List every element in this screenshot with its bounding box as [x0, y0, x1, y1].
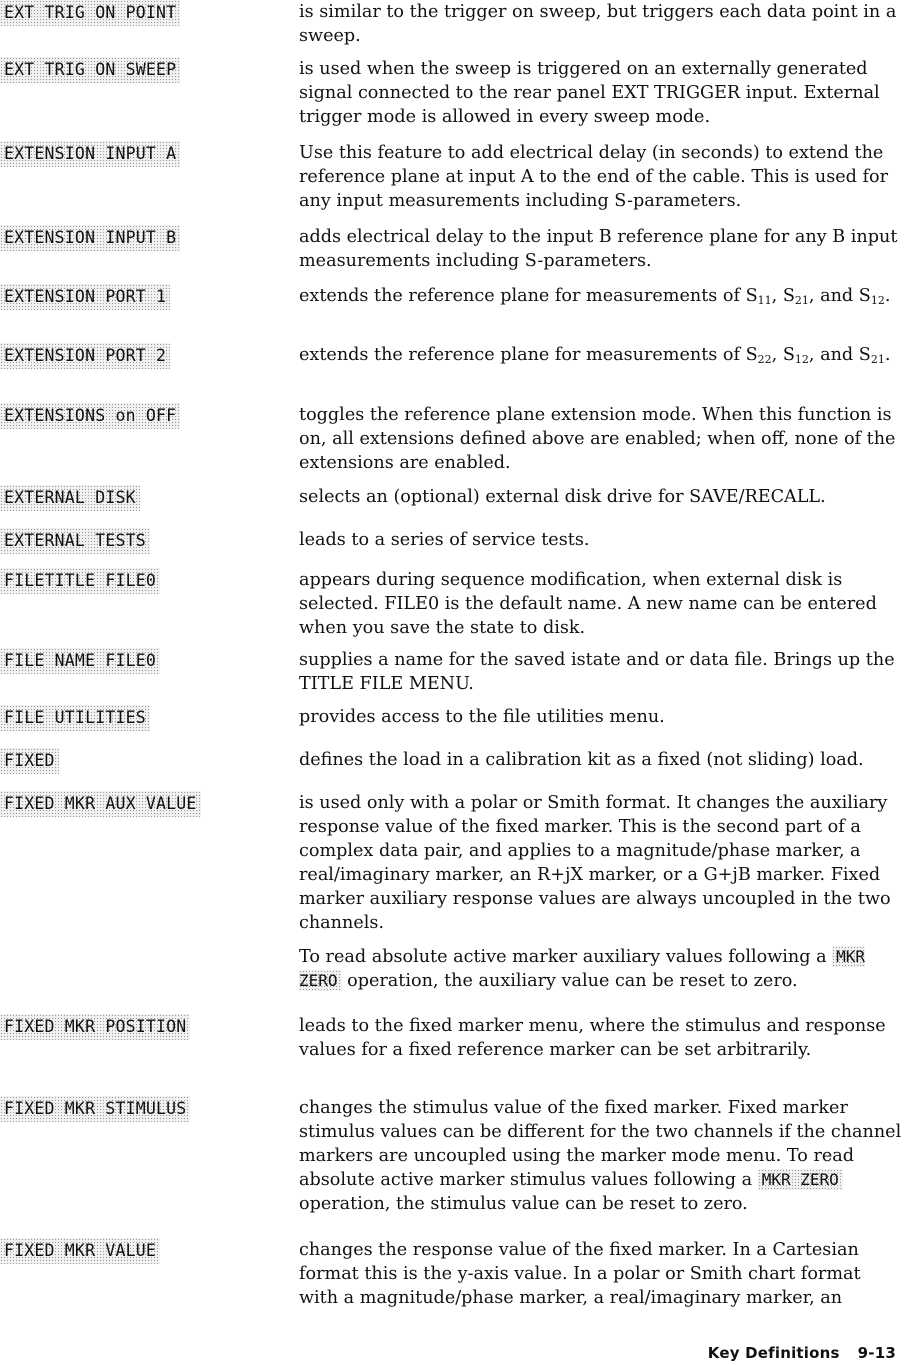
description: provides access to the file utilities menu.: [299, 707, 665, 727]
softkey-label: EXTENSIONS on OFF: [0, 403, 180, 429]
softkey-label: EXTENSION INPUT B: [0, 225, 180, 251]
softkey-label: FIXED: [0, 748, 59, 774]
description: defines the load in a calibration kit as a fixed (not sliding) load.: [299, 750, 864, 770]
softkey-label: EXTENSION INPUT A: [0, 141, 180, 167]
description: Use this feature to add electrical delay (in seconds) to extend the reference plane at input A to the end of the cable. This is used for any input measurements including S-parameters.: [299, 143, 889, 211]
description: extends the reference plane for measurements of $S_{11}$, $S_{21}$, and $S_{12}$.: [299, 286, 891, 307]
page-number: 9-13: [857, 1344, 896, 1362]
page-footer: [0, 1344, 896, 1362]
description: is similar to the trigger on sweep, but triggers each data point in a sweep.: [299, 2, 897, 46]
softkey-label: FILE UTILITIES: [0, 705, 150, 731]
description: toggles the reference plane extension mode. When this function is on, all extensions defined above are enabled; when off, none of the extensions are enabled.: [299, 405, 896, 473]
softkey-label: EXTENSION PORT 2: [0, 343, 170, 369]
softkey-label: FIXED MKR VALUE: [0, 1238, 160, 1264]
description: is used only with a polar or Smith format. It changes the auxiliary response value of the fixed marker. This is the second part of a complex data pair, and applies to a magnitude/phase marker, a real/imaginary marker, an R+jX marker, or a G+jB marker. Fixed marker auxiliary response values are always uncoupled in the two channels. To read absolute active marker auxiliary values following a MKR ZERO operation, the auxiliary value can be reset to zero.: [299, 793, 891, 991]
description: appears during sequence modification, when external disk is selected. FILE0 is the default name. A new name can be entered when you save the state to disk.: [299, 570, 877, 638]
softkey-label: FIXED MKR AUX VALUE: [0, 791, 201, 817]
description: adds electrical delay to the input B reference plane for any B input measurements including S-parameters.: [299, 227, 898, 271]
inline-softkey: MKR ZERO: [758, 1169, 843, 1190]
softkey-label: FIXED MKR STIMULUS: [0, 1096, 190, 1122]
softkey-label: FILE NAME FILE0: [0, 648, 160, 674]
softkey-label: EXTERNAL TESTS: [0, 528, 150, 554]
softkey-label: EXT TRIG ON POINT: [0, 0, 180, 26]
footer-title: Key Definitions: [707, 1344, 840, 1362]
description: leads to a series of service tests.: [299, 530, 590, 550]
description: leads to the fixed marker menu, where the stimulus and response values for a fixed reference marker can be set arbitrarily.: [299, 1016, 886, 1060]
softkey-label: EXTENSION PORT 1: [0, 284, 170, 310]
description: selects an (optional) external disk drive for SAVE/RECALL.: [299, 487, 826, 507]
description: extends the reference plane for measurements of $S_{22}$, $S_{12}$, and $S_{21}$.: [299, 345, 891, 366]
description: changes the response value of the fixed marker. In a Cartesian format this is the y-axis value. In a polar or Smith chart format with a magnitude/phase marker, a real/imaginary marker, an: [299, 1240, 861, 1308]
softkey-label: EXT TRIG ON SWEEP: [0, 57, 180, 83]
description: is used when the sweep is triggered on an externally generated signal connected to the rear panel EXT TRIGGER input. External trigger mode is allowed in every sweep mode.: [299, 59, 880, 127]
softkey-label: EXTERNAL DISK: [0, 485, 140, 511]
softkey-label: FIXED MKR POSITION: [0, 1014, 190, 1040]
inline-softkey: MKR ZERO: [299, 947, 866, 990]
description: supplies a name for the saved istate and or data file. Brings up the TITLE FILE MENU.: [299, 650, 895, 694]
softkey-label: FILETITLE FILE0: [0, 568, 160, 594]
description: changes the stimulus value of the fixed marker. Fixed marker stimulus values can be different for the two channels if the channel markers are uncoupled using the marker mode menu. To read absolute active marker stimulus values following a MKR ZERO operation, the stimulus value can be reset to zero.: [299, 1098, 902, 1214]
